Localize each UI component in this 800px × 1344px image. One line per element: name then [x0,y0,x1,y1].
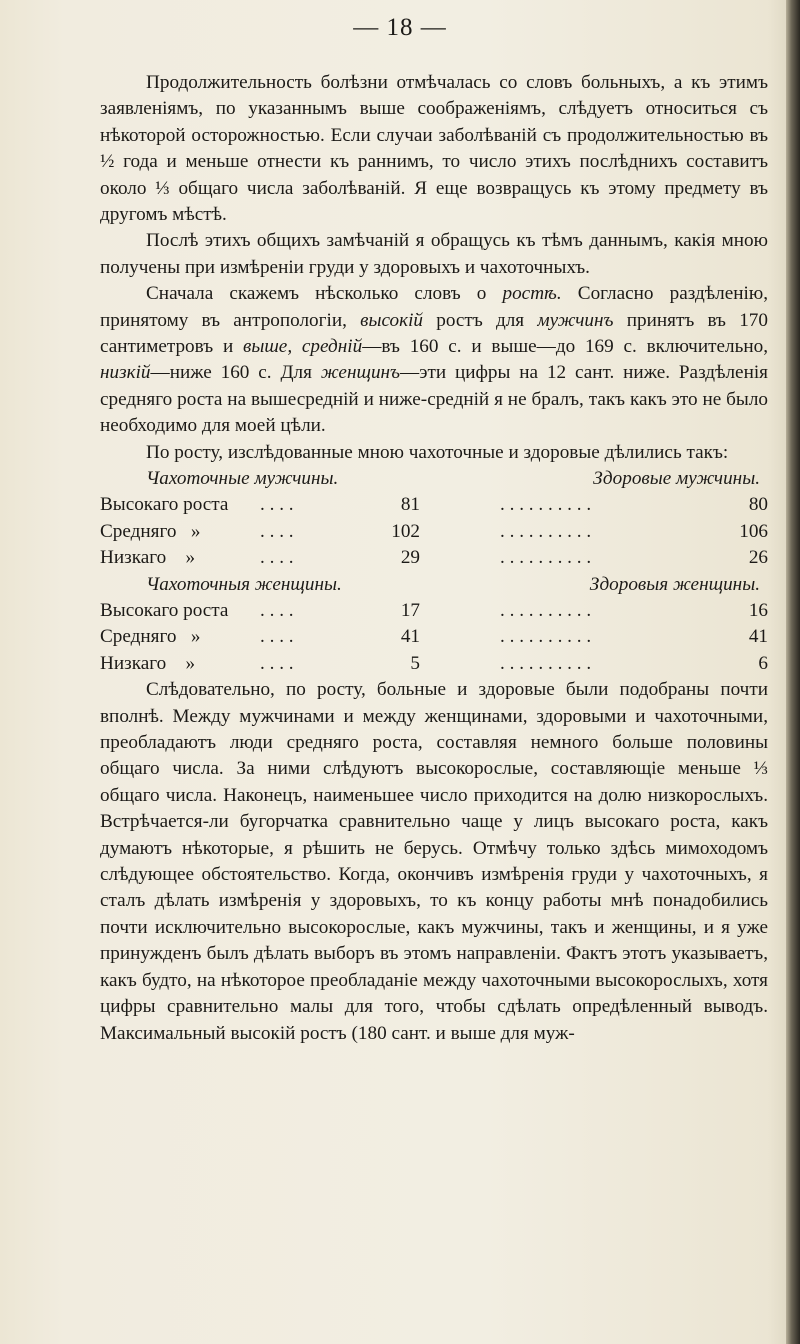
table-women-header [100,572,768,598]
page-edge-shadow [786,0,800,1344]
term-women: женщинъ [320,362,401,384]
paragraph-table-intro: По росту, изслѣдованные мною чахоточные и здоровые дѣлились такъ: [146,441,729,463]
table-row: Низкаго » . . . . 29 . . . . . . . . . . 26 [100,545,768,571]
value-healthy: 80 [748,494,768,516]
value-consumptive: 81 [400,494,420,516]
value-healthy: 26 [748,547,768,569]
table-row: Средняго » . . . . 102 . . . . . . . . . . 106 [100,519,768,545]
value-healthy: 41 [748,626,768,648]
term-above: выше, [243,336,293,358]
term-medium: средній [301,336,363,358]
paragraph-duration: Продолжительность болѣзни отмѣчалась со словъ больныхъ, а къ этимъ заявленіямъ, по указаннымъ выше соображеніямъ, слѣдуетъ относиться съ нѣкоторой осторожностью. Если случаи заболѣваній съ продолжительностью въ ½ года и меньше отнести къ раннимъ, то число этихъ послѣднихъ составитъ около ⅓ общаго числа заболѣваній. Я еще возвращусь къ этому предмету въ другомъ мѣстѣ. [100,72,768,226]
paragraph-height-classification: Сначала скажемъ нѣсколько словъ о ростѣ. Согласно раздѣленію, принятому въ антропологіи, высокій ростъ для мужчинъ принятъ въ 170 сантиметровъ и выше, средній—въ 160 с. и выше—до 169 с. включительно, низкій—ниже 160 с. Для женщинъ—эти цифры на 12 сант. ниже. Раздѣленія средняго роста на вышесредній и ниже-средній я не бралъ, такъ какъ это не было необходимо для моей цѣли. [100,283,769,437]
table-men-header [100,466,768,492]
header-healthy-men: Здоровые мужчины. [593,468,760,490]
page-number: — 18 — [353,14,447,41]
table-row: Средняго » . . . . 41 . . . . . . . . . . 41 [100,624,768,650]
term-tall: высокій [360,309,424,331]
header-consumptive-women: Чахоточныя женщины. [146,573,342,595]
header-consumptive-men: Чахоточные мужчины. [146,468,339,490]
paragraph-conclusion: Слѣдовательно, по росту, больные и здоровые были подобраны почти вполнѣ. Между мужчинами и между женщинами, здоровыми и чахоточными, преобладаютъ люди средняго роста, составляя немного больше половины общаго числа. За ними слѣдуютъ высокорослые, составляющіе меньше ⅓ общаго числа. Наконецъ, наименьшее число приходится на долю низкорослыхъ. Встрѣчается-ли бугорчатка сравнительно чаще у лицъ высокаго роста, какъ думаютъ нѣкоторые, я рѣшить не берусь. Отмѣчу только здѣсь мимоходомъ слѣдующее обстоятельство. Когда, окончивъ измѣренія груди у чахоточныхъ, я сталъ дѣлать измѣренія у здоровыхъ, то къ концу работы мнѣ понадобились почти исключительно высокорослые, какъ мужчины, такъ и женщины, и я уже принужденъ былъ дѣлать выборъ въ этомъ направленіи. Фактъ этотъ указываетъ, какъ будто, на нѣкоторое преобладаніе между чахоточными высокорослыхъ, хотя цифры сравнительно малы для того, чтобы сдѣлать опредѣленный выводъ. Максимальный высокій ростъ (180 сант. и выше для муж- [100,679,768,1044]
value-consumptive: 17 [400,600,420,622]
value-consumptive: 5 [410,652,420,674]
term-height: ростѣ. [502,283,562,305]
value-healthy: 106 [739,520,768,542]
header-healthy-women: Здоровыя женщины. [589,573,760,595]
table-row: Высокаго роста . . . . 81 . . . . . . . . . . 80 [100,492,768,518]
table-women [100,572,768,678]
table-men [100,466,768,572]
term-short: низкій [100,362,151,384]
page-body [100,70,768,1047]
term-men: мужчинъ [537,309,614,331]
value-consumptive: 102 [391,520,420,542]
value-healthy: 16 [748,600,768,622]
value-healthy: 6 [758,652,768,674]
value-consumptive: 29 [400,547,420,569]
table-row: Высокаго роста . . . . 17 . . . . . . . . . . 16 [100,598,768,624]
paragraph-intro-measurements: Послѣ этихъ общихъ замѣчаній я обращусь къ тѣмъ даннымъ, какія мною получены при измѣреніи груди у здоровыхъ и чахоточныхъ. [100,230,768,278]
value-consumptive: 41 [400,626,420,648]
table-row: Низкаго » . . . . 5 . . . . . . . . . . 6 [100,651,768,677]
